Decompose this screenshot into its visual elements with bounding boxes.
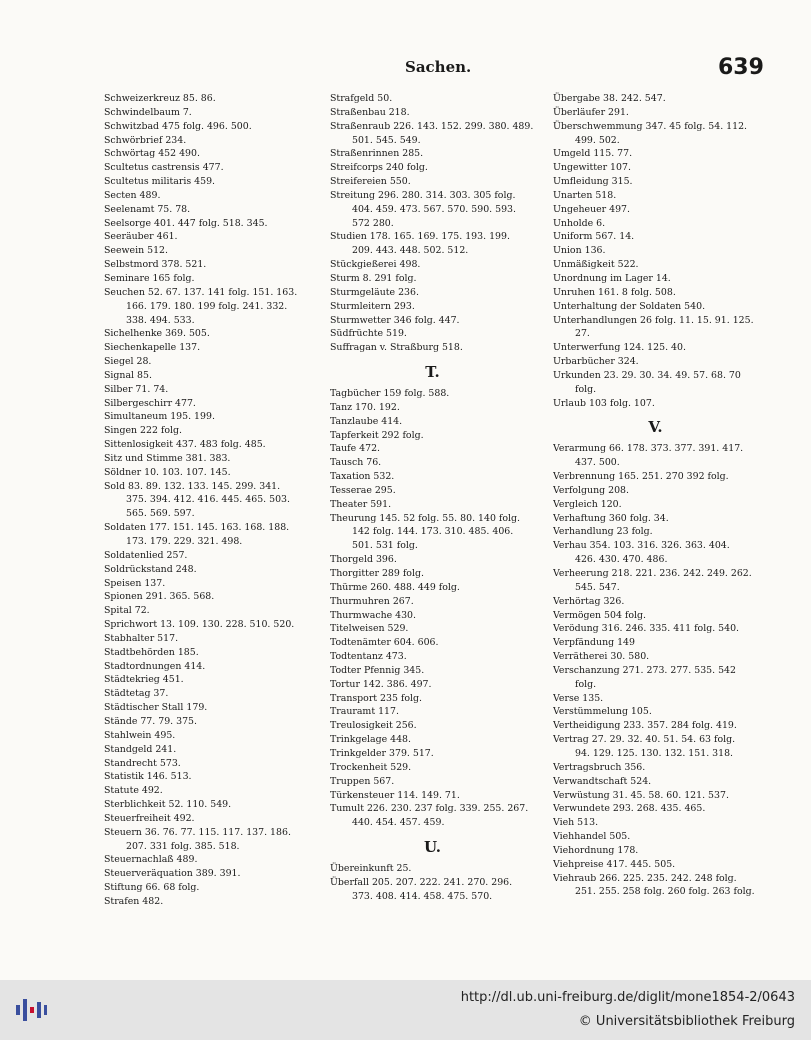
index-entry: Stiftung 66. 68 folg. (104, 882, 200, 894)
index-entry: Tumult 226. 230. 237 folg. 339. 255. 267. (330, 803, 529, 815)
index-entry: Scultetus castrensis 477. (104, 162, 224, 174)
index-entry-continuation: 426. 430. 470. 486. (575, 554, 668, 566)
source-url-link[interactable]: http://dl.ub.uni-freiburg.de/diglit/mone1854-2/0643 (460, 990, 795, 1005)
index-entry: Städtekrieg 451. (104, 674, 184, 686)
index-entry: Urbarbücher 324. (553, 356, 639, 368)
index-entry: Singen 222 folg. (104, 425, 182, 437)
index-entry: Türkensteuer 114. 149. 71. (330, 789, 460, 801)
section-letter: T. (425, 363, 440, 382)
index-entry: Simultaneum 195. 199. (104, 411, 215, 423)
index-column-1 (104, 92, 314, 909)
index-entry: Silber 71. 74. (104, 383, 169, 395)
index-entry-continuation: 404. 459. 473. 567. 570. 590. 593. (352, 203, 516, 215)
section-letter: V. (648, 418, 663, 437)
index-entry: Taxation 532. (330, 471, 395, 483)
index-entry: Suffragan v. Straßburg 518. (330, 342, 463, 354)
index-entry: Sturmgeläute 236. (330, 286, 419, 298)
index-entry: Siegel 28. (104, 356, 152, 368)
index-entry: Thurmwache 430. (330, 609, 417, 621)
index-entry-continuation: 94. 129. 125. 130. 132. 151. 318. (575, 747, 734, 759)
index-entry: Urlaub 103 folg. 107. (553, 397, 655, 409)
index-entry: Studien 178. 165. 169. 175. 193. 199. (330, 231, 510, 243)
index-entry: Vergleich 120. (553, 498, 622, 510)
index-entry: Tanz 170. 192. (330, 401, 400, 413)
index-entry: Stadtbehörden 185. (104, 646, 199, 658)
index-entry: Verödung 316. 246. 335. 411 folg. 540. (553, 623, 740, 635)
index-entry-continuation: 565. 569. 597. (126, 508, 195, 520)
index-entry: Verschanzung 271. 273. 277. 535. 542 (553, 664, 736, 676)
index-entry: Seuchen 52. 67. 137. 141 folg. 151. 163. (104, 286, 298, 298)
index-entry: Schweizerkreuz 85. 86. (104, 93, 216, 104)
index-entry: Thorgeld 396. (330, 554, 397, 566)
index-entry: Strafen 482. (104, 895, 164, 907)
index-entry: Sterblichkeit 52. 110. 549. (104, 799, 232, 811)
index-entry: Vermögen 504 folg. (553, 609, 647, 621)
index-entry: Verhörtag 326. (553, 595, 625, 607)
index-entry: Verhandlung 23 folg. (553, 526, 653, 538)
index-entry: Verstümmelung 105. (553, 706, 652, 718)
index-entry: Vieh 513. (553, 817, 599, 829)
index-entry: Söldner 10. 103. 107. 145. (104, 466, 231, 478)
index-entry: Umfleidung 315. (553, 176, 633, 188)
index-entry: Standgeld 241. (104, 743, 177, 755)
index-entry: Truppen 567. (330, 775, 395, 787)
index-entry: Verpfändung 149 (553, 637, 635, 649)
index-entry: Tagbücher 159 folg. 588. (330, 388, 450, 400)
index-entry: Ungeheuer 497. (553, 203, 630, 215)
index-entry: Schwörtag 452 490. (104, 148, 200, 160)
viewer-footer (0, 980, 811, 1040)
index-entry: Trinkgelder 379. 517. (330, 747, 434, 759)
index-entry: Union 136. (553, 245, 606, 257)
index-entry: Vertragsbruch 356. (553, 761, 646, 773)
index-entry: Statute 492. (104, 785, 163, 797)
index-entry: Sichelhenke 369. 505. (104, 328, 210, 340)
index-entry: Titelweisen 529. (330, 623, 409, 635)
index-entry: Strafgeld 50. (330, 93, 393, 104)
index-entry: Vertheidigung 233. 357. 284 folg. 419. (553, 720, 737, 732)
index-entry: Viehpreise 417. 445. 505. (553, 858, 676, 870)
index-entry: Tapferkeit 292 folg. (330, 429, 424, 441)
index-entry: Todtentanz 473. (330, 651, 407, 663)
index-entry-continuation: 501. 531 folg. (352, 540, 418, 552)
library-logo-icon (14, 993, 48, 1027)
index-entry: Secten 489. (104, 189, 161, 201)
index-entry: Trauramt 117. (330, 706, 399, 718)
index-entry: Schwindelbaum 7. (104, 106, 192, 118)
index-entry: Sturm 8. 291 folg. (330, 272, 417, 284)
index-entry: Transport 235 folg. (330, 692, 423, 704)
index-entry: Straßenbau 218. (330, 106, 410, 118)
index-entry: Steuerveräquation 389. 391. (104, 868, 241, 880)
index-entry: Stahlwein 495. (104, 729, 176, 741)
index-entry: Unholde 6. (553, 217, 606, 229)
index-entry: Städtischer Stall 179. (104, 702, 208, 714)
index-entry: Straßenraub 226. 143. 152. 299. 380. 489. (330, 120, 534, 132)
index-entry: Scultetus militaris 459. (104, 176, 216, 188)
index-entry: Umgeld 115. 77. (553, 148, 633, 160)
index-entry: Schwörbrief 234. (104, 134, 187, 146)
index-entry: Tesserae 295. (330, 484, 396, 496)
index-entry: Stände 77. 79. 375. (104, 715, 197, 727)
index-entry: Seminare 165 folg. (104, 272, 195, 284)
index-entry-continuation: 173. 179. 229. 321. 498. (126, 536, 243, 547)
index-entry: Theater 591. (330, 498, 392, 510)
index-column-2 (330, 92, 535, 904)
index-entry: Thorgitter 289 folg. (330, 568, 424, 579)
index-entry: Übergabe 38. 242. 547. (553, 93, 666, 104)
index-entry-continuation: 373. 408. 414. 458. 475. 570. (352, 890, 493, 902)
index-entry: Schwitzbad 475 folg. 496. 500. (104, 120, 252, 132)
index-entry: Spital 72. (104, 605, 150, 617)
page-number: 639 (718, 55, 764, 80)
index-entry-continuation: 27. (575, 328, 590, 340)
index-entry-continuation: folg. (575, 678, 597, 690)
index-entry: Seelenamt 75. 78. (104, 203, 191, 215)
index-entry-continuation: 142 folg. 144. 173. 310. 485. 406. (352, 526, 514, 538)
index-entry: Verarmung 66. 178. 373. 377. 391. 417. (553, 443, 744, 455)
index-entry-continuation: 209. 443. 448. 502. 512. (352, 245, 469, 257)
index-entry: Speisen 137. (104, 577, 166, 589)
index-entry: Tausch 76. (330, 457, 382, 469)
index-entry: Überläufer 291. (553, 106, 629, 118)
index-entry: Taufe 472. (330, 443, 381, 455)
index-entry: Selbstmord 378. 521. (104, 259, 207, 271)
index-entry: Steuernachlaß 489. (104, 854, 198, 866)
index-entry: Trinkgelage 448. (330, 734, 411, 746)
index-entry: Seeräuber 461. (104, 231, 178, 243)
index-entry: Vertrag 27. 29. 32. 40. 51. 54. 63 folg. (553, 734, 736, 746)
index-entry-continuation: 440. 454. 457. 459. (352, 817, 445, 829)
index-entry: Viehraub 266. 225. 235. 242. 248 folg. (553, 872, 737, 884)
index-column-3 (553, 92, 758, 899)
index-entry: Todtenämter 604. 606. (330, 637, 439, 649)
index-entry: Signal 85. (104, 369, 152, 381)
index-entry: Verwundete 293. 268. 435. 465. (553, 803, 706, 815)
index-entry: Sitz und Stimme 381. 383. (104, 452, 231, 464)
index-entry: Viehhandel 505. (553, 831, 631, 843)
index-entry: Urkunden 23. 29. 30. 34. 49. 57. 68. 70 (553, 369, 741, 381)
index-entry-continuation: 338. 494. 533. (126, 314, 195, 326)
index-entry-continuation: 499. 502. (575, 134, 620, 146)
index-entry: Thurmuhren 267. (330, 595, 414, 607)
index-entry: Verhaftung 360 folg. 34. (553, 512, 669, 524)
index-entry: Stadtordnungen 414. (104, 660, 206, 672)
index-entry: Steuern 36. 76. 77. 115. 117. 137. 186. (104, 826, 291, 838)
index-entry: Soldatenlied 257. (104, 549, 188, 561)
index-entry: Todter Pfennig 345. (330, 664, 425, 676)
index-entry-continuation: 501. 545. 549. (352, 134, 421, 146)
index-entry: Treulosigkeit 256. (330, 720, 417, 732)
index-entry: Streifereien 550. (330, 176, 411, 188)
section-letter: U. (424, 838, 441, 857)
index-entry: Streifcorps 240 folg. (330, 162, 428, 174)
index-entry: Verse 135. (553, 692, 604, 704)
index-entry-continuation: 375. 394. 412. 416. 445. 465. 503. (126, 494, 290, 506)
index-entry: Verwüstung 31. 45. 58. 60. 121. 537. (553, 789, 729, 801)
index-entry: Steuerfreiheit 492. (104, 812, 195, 824)
index-entry: Unmäßigkeit 522. (553, 259, 639, 271)
index-entry: Trockenheit 529. (330, 761, 412, 773)
index-entry: Statistik 146. 513. (104, 771, 192, 783)
index-entry: Seelsorge 401. 447 folg. 518. 345. (104, 217, 268, 229)
index-entry-continuation: 166. 179. 180. 199 folg. 241. 332. (126, 300, 288, 312)
index-entry: Verfolgung 208. (553, 484, 629, 496)
index-entry: Soldrückstand 248. (104, 563, 197, 575)
index-entry-continuation: 207. 331 folg. 385. 518. (126, 840, 240, 852)
index-entry: Sittenlosigkeit 437. 483 folg. 485. (104, 439, 266, 451)
index-entry-continuation: folg. (575, 383, 597, 395)
index-entry: Sturmleitern 293. (330, 300, 415, 312)
index-entry: Tanzlaube 414. (330, 415, 403, 427)
index-entry: Sold 83. 89. 132. 133. 145. 299. 341. (104, 480, 281, 492)
index-entry: Übereinkunft 25. (330, 863, 412, 875)
index-entry: Sprichwort 13. 109. 130. 228. 510. 520. (104, 619, 295, 631)
index-entry-continuation: 545. 547. (575, 581, 620, 593)
index-entry: Stückgießerei 498. (330, 259, 421, 271)
index-entry: Unordnung im Lager 14. (553, 272, 671, 284)
index-entry: Straßenrinnen 285. (330, 148, 424, 160)
index-entry: Unarten 518. (553, 189, 617, 201)
index-entry: Thürme 260. 488. 449 folg. (330, 581, 460, 593)
index-entry: Verbrennung 165. 251. 270 392 folg. (553, 471, 729, 483)
index-entry: Viehordnung 178. (553, 844, 639, 856)
index-entry: Sturmwetter 346 folg. 447. (330, 314, 460, 326)
index-entry: Theurung 145. 52 folg. 55. 80. 140 folg. (330, 512, 520, 524)
index-entry: Verheerung 218. 221. 236. 242. 249. 262. (553, 568, 752, 579)
index-entry: Stabhalter 517. (104, 632, 179, 644)
index-entry: Südfrüchte 519. (330, 328, 407, 340)
index-entry: Verhau 354. 103. 316. 326. 363. 404. (553, 540, 730, 552)
index-entry: Städtetag 37. (104, 688, 169, 700)
index-entry-continuation: 572 280. (352, 217, 394, 229)
index-entry: Unterhandlungen 26 folg. 11. 15. 91. 125. (553, 314, 754, 326)
index-entry: Überfall 205. 207. 222. 241. 270. 296. (330, 876, 513, 888)
index-entry: Spionen 291. 365. 568. (104, 591, 215, 603)
index-entry: Unterhaltung der Soldaten 540. (553, 300, 706, 312)
index-entry: Silbergeschirr 477. (104, 397, 196, 409)
index-entry-continuation: 251. 255. 258 folg. 260 folg. 263 folg. (575, 886, 755, 898)
index-entry: Tortur 142. 386. 497. (330, 678, 432, 690)
page-header-title: Sachen. (405, 58, 472, 76)
index-entry: Seewein 512. (104, 245, 168, 257)
index-entry: Siechenkapelle 137. (104, 342, 201, 354)
index-entry: Streitung 296. 280. 314. 303. 305 folg. (330, 189, 516, 201)
copyright-notice: © Universitätsbibliothek Freiburg (578, 1014, 795, 1029)
index-entry: Soldaten 177. 151. 145. 163. 168. 188. (104, 522, 290, 534)
index-entry: Verwandtschaft 524. (553, 775, 652, 787)
index-entry: Unterwerfung 124. 125. 40. (553, 342, 686, 354)
index-entry: Überschwemmung 347. 45 folg. 54. 112. (553, 120, 748, 132)
index-entry: Uniform 567. 14. (553, 231, 635, 243)
index-entry: Standrecht 573. (104, 757, 181, 769)
index-entry: Ungewitter 107. (553, 162, 631, 174)
index-entry: Unruhen 161. 8 folg. 508. (553, 286, 676, 298)
index-entry: Verrätherei 30. 580. (553, 651, 650, 663)
index-entry-continuation: 437. 500. (575, 457, 620, 469)
